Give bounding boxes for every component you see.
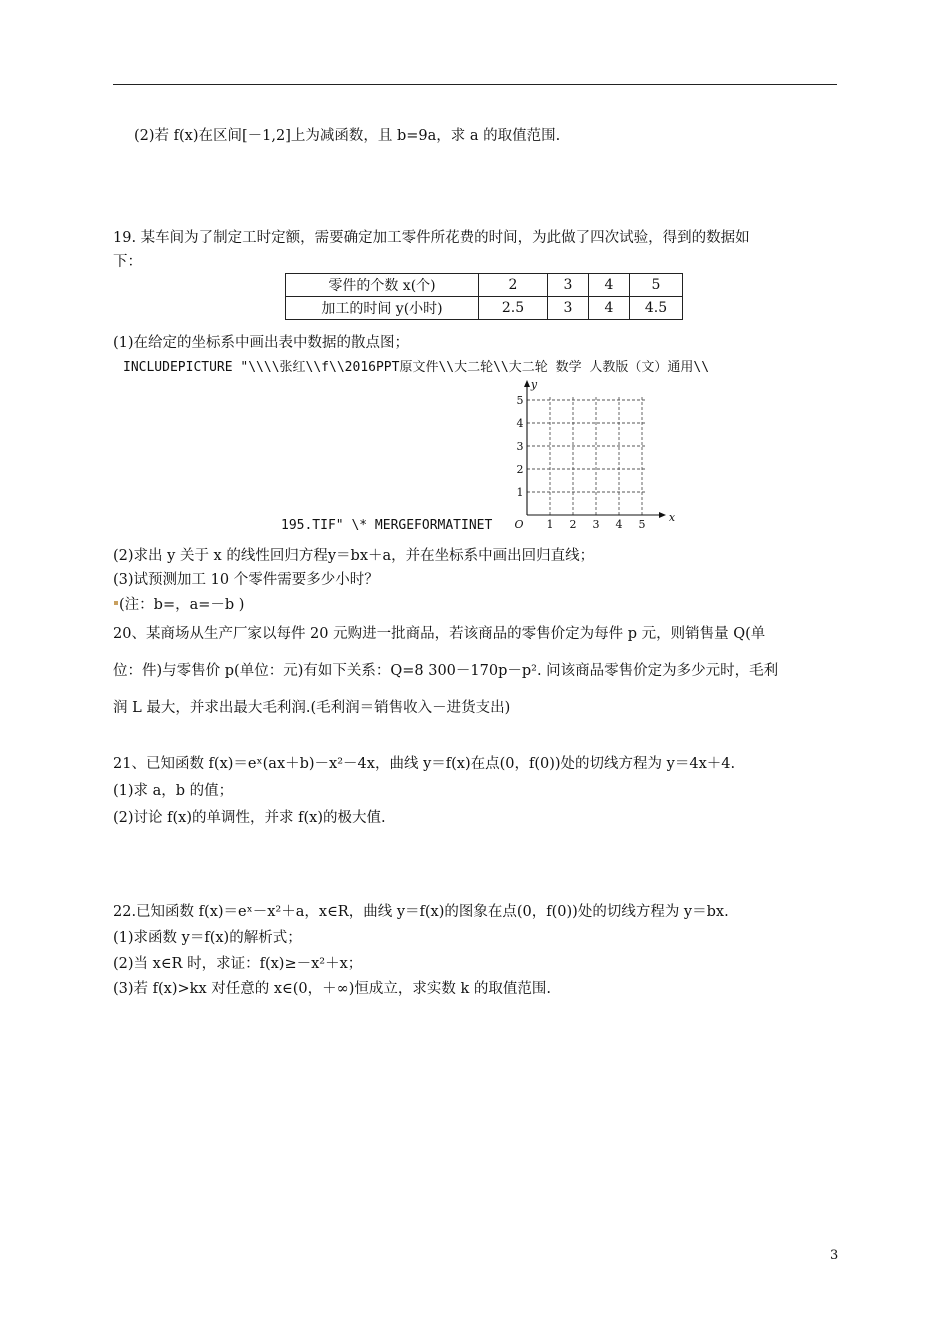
table-header-x: 零件的个数 x(个)	[286, 274, 479, 297]
x-tick-label: 4	[615, 518, 623, 531]
data-table	[285, 273, 683, 320]
y-tick-label: 1	[516, 486, 524, 499]
y-tick-label: 3	[516, 440, 524, 453]
x-tick-label: 3	[592, 518, 600, 531]
table-row	[286, 297, 683, 320]
scatter-chart	[505, 378, 680, 533]
table-header-y: 加工的时间 y(小时)	[286, 297, 479, 320]
q19-part3: (3)试预测加工 10 个零件需要多少小时？	[113, 572, 379, 588]
q22-part2: (2)当 x∈R 时，求证：f(x)≥－x²＋x；	[113, 956, 363, 972]
q19-part1: (1)在给定的坐标系中画出表中数据的散点图；	[113, 335, 410, 351]
x-tick-label: 2	[569, 518, 577, 531]
header-rule	[113, 84, 837, 85]
table-cell: 3	[548, 297, 589, 320]
table-row	[286, 274, 683, 297]
x-tick-label: 5	[638, 518, 646, 531]
q20-line1: 20、某商场从生产厂家以每件 20 元购进一批商品，若该商品的零售价定为每件 p 元，则销售量 Q(单	[113, 626, 766, 642]
q21-part1: (1)求 a，b 的值；	[113, 783, 234, 799]
anchor-marker-icon	[114, 601, 118, 605]
chart-ticks	[514, 378, 675, 531]
y-tick-label: 5	[516, 394, 524, 407]
table-cell: 2.5	[479, 297, 548, 320]
origin-label: O	[514, 518, 524, 531]
q20-line2: 位：件)与零售价 p(单位：元)有如下关系：Q=8 300－170p－p². 问该商品零售价定为多少元时，毛利	[113, 663, 779, 679]
table-cell: 4	[589, 274, 630, 297]
y-tick-label: 2	[516, 463, 524, 476]
x-tick-label: 1	[546, 518, 554, 531]
table-cell: 5	[630, 274, 683, 297]
tif-field: 195.TIF" \* MERGEFORMATINET	[281, 518, 493, 533]
q18-part2: (2)若 f(x)在区间[－1,2]上为减函数，且 b=9a，求 a 的取值范围.	[134, 128, 561, 144]
y-axis-label: y	[530, 378, 538, 391]
q20-line3: 润 L 最大，并求出最大毛利润.(毛利润＝销售收入－进货支出)	[113, 700, 511, 716]
table-cell: 3	[548, 274, 589, 297]
x-axis-label: x	[668, 511, 676, 524]
q19-stem-line1: 19. 某车间为了制定工时定额，需要确定加工零件所花费的时间，为此做了四次试验，得到的数据如	[113, 230, 750, 246]
chart-grid	[527, 397, 645, 515]
include-picture-field: INCLUDEPICTURE "\\\\张红\\f\\2016PPT原文件\\大二轮\\大二轮 数学 人教版（文）通用\\	[123, 360, 710, 375]
page-number: 3	[830, 1248, 839, 1263]
table-cell: 4.5	[630, 297, 683, 320]
q21-part2: (2)讨论 f(x)的单调性，并求 f(x)的极大值.	[113, 810, 386, 826]
q21-line1: 21、已知函数 f(x)＝eˣ(ax＋b)－x²－4x，曲线 y＝f(x)在点(0，f(0))处的切线方程为 y＝4x＋4.	[113, 756, 736, 772]
q22-line1: 22.已知函数 f(x)＝eˣ－x²＋a，x∈R，曲线 y＝f(x)的图象在点(0，f(0))处的切线方程为 y＝bx.	[113, 904, 729, 920]
chart-axes	[524, 380, 666, 518]
y-tick-label: 4	[516, 417, 524, 430]
y-axis-arrow-icon	[524, 380, 530, 387]
q19-stem-line2: 下：	[113, 254, 142, 270]
q19-note: (注：b=，a=－b )	[119, 597, 245, 613]
q19-part2: (2)求出 y 关于 x 的线性回归方程y＝bx＋a，并在坐标系中画出回归直线；	[113, 548, 595, 564]
q22-part3: (3)若 f(x)>kx 对任意的 x∈(0，＋∞)恒成立，求实数 k 的取值范围.	[113, 981, 551, 997]
x-axis-arrow-icon	[659, 512, 666, 518]
table-cell: 2	[479, 274, 548, 297]
table-cell: 4	[589, 297, 630, 320]
q22-part1: (1)求函数 y＝f(x)的解析式；	[113, 930, 302, 946]
